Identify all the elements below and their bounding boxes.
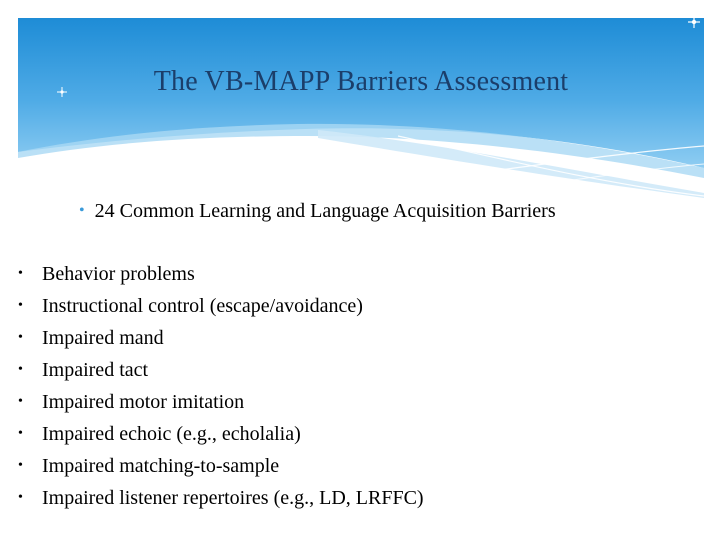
list-item-text: Behavior problems [42,263,195,285]
list-item [18,357,424,389]
subtitle-text: 24 Common Learning and Language Acquisition Barriers [94,200,556,222]
bullet-icon: • [18,330,23,345]
bullet-icon: • [18,394,23,409]
list-item [18,293,424,325]
list-item-text: Impaired echoic (e.g., echolalia) [42,423,301,445]
list-item-text: Impaired mand [42,327,164,349]
list-item [18,261,424,293]
list-item [18,485,424,517]
bullet-icon: • [18,266,23,281]
bullet-icon: • [18,426,23,441]
list-item [18,325,424,357]
slide-title: The VB-MAPP Barriers Assessment [153,66,569,97]
list-item-text: Impaired listener repertoires (e.g., LD, LRFFC) [42,487,424,509]
header-band [18,18,704,198]
list-item [18,421,424,453]
list-item-text: Impaired tact [42,359,149,381]
list-item-text: Instructional control (escape/avoidance) [42,295,363,317]
list-item [18,453,424,485]
subtitle-bullet-icon: • [79,202,85,219]
bullet-icon: • [18,490,23,505]
list-item-text: Impaired matching-to-sample [42,455,280,477]
bullet-icon: • [18,458,23,473]
list-item [18,389,424,421]
bullet-icon: • [18,298,23,313]
bullet-icon: • [18,362,23,377]
slide-subtitle [79,200,556,223]
barrier-list [18,261,424,517]
header-wave-graphic [18,18,704,198]
list-item-text: Impaired motor imitation [42,391,245,413]
